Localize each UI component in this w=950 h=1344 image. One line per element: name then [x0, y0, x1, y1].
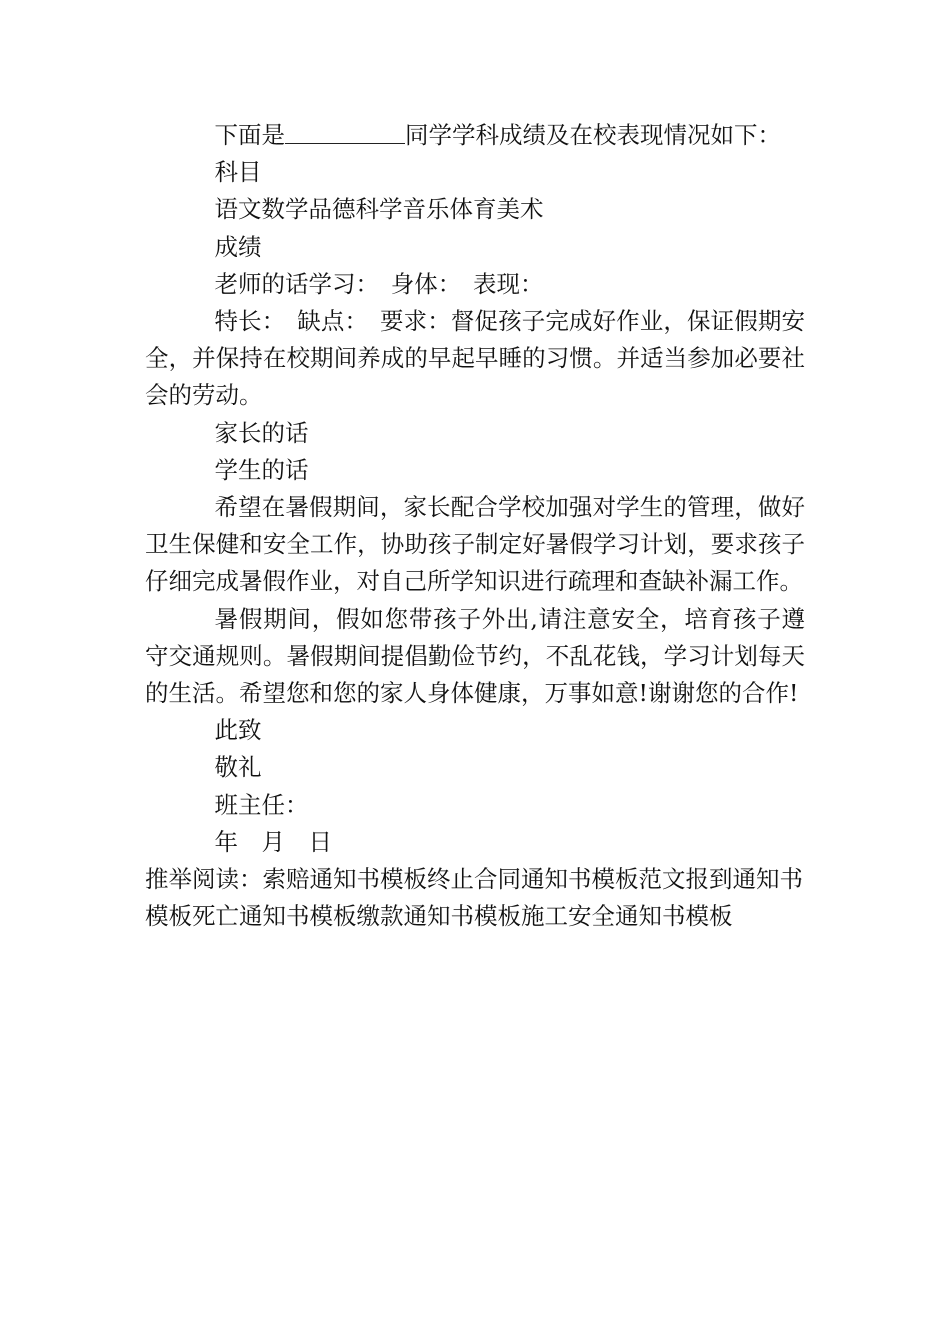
- score-header: 成绩: [214, 232, 262, 261]
- date-line: 年 月 日: [214, 827, 333, 856]
- closing-2: 敬礼: [214, 753, 262, 782]
- teacher-detail: 特长： 缺点： 要求：督促孩子完成好作业，保证假期安全，并保持在校期间养成的早起早睡的习惯。并适当参加必要社会的劳动。: [145, 307, 805, 410]
- paragraph-2: 暑假期间，假如您带孩子外出,请注意安全，培育孩子遵守交通规则。暑假期间提倡勤俭节约，不乱花钱，学习计划每天的生活。希望您和您的家人身体健康，万事如意!谢谢您的合作!: [145, 604, 805, 708]
- recommended-reading: 推举阅读：索赔通知书模板终止合同通知书模板范文报到通知书模板死亡通知书模板缴款通知书模板施工安全通知书模板: [145, 865, 803, 931]
- closing-1: 此致: [214, 716, 262, 745]
- parent-words: 家长的话: [214, 418, 309, 447]
- student-words: 学生的话: [214, 455, 309, 484]
- name-blank: [285, 121, 405, 144]
- document-page: [145, 117, 805, 935]
- intro-after: 同学学科成绩及在校表现情况如下：: [405, 121, 782, 149]
- teacher-signature: 班主任：: [214, 790, 309, 819]
- intro-line: [145, 117, 805, 154]
- teacher-words: 老师的话学习： 身体： 表现：: [214, 269, 544, 298]
- paragraph-1: 希望在暑假期间，家长配合学校加强对学生的管理，做好卫生保健和安全工作，协助孩子制定好暑假学习计划，要求孩子仔细完成暑假作业，对自己所学知识进行疏理和查缺补漏工作。: [145, 493, 805, 596]
- subject-list: 语文数学品德科学音乐体育美术: [214, 195, 544, 224]
- subject-header: 科目: [214, 158, 262, 187]
- intro-before: 下面是: [214, 121, 286, 149]
